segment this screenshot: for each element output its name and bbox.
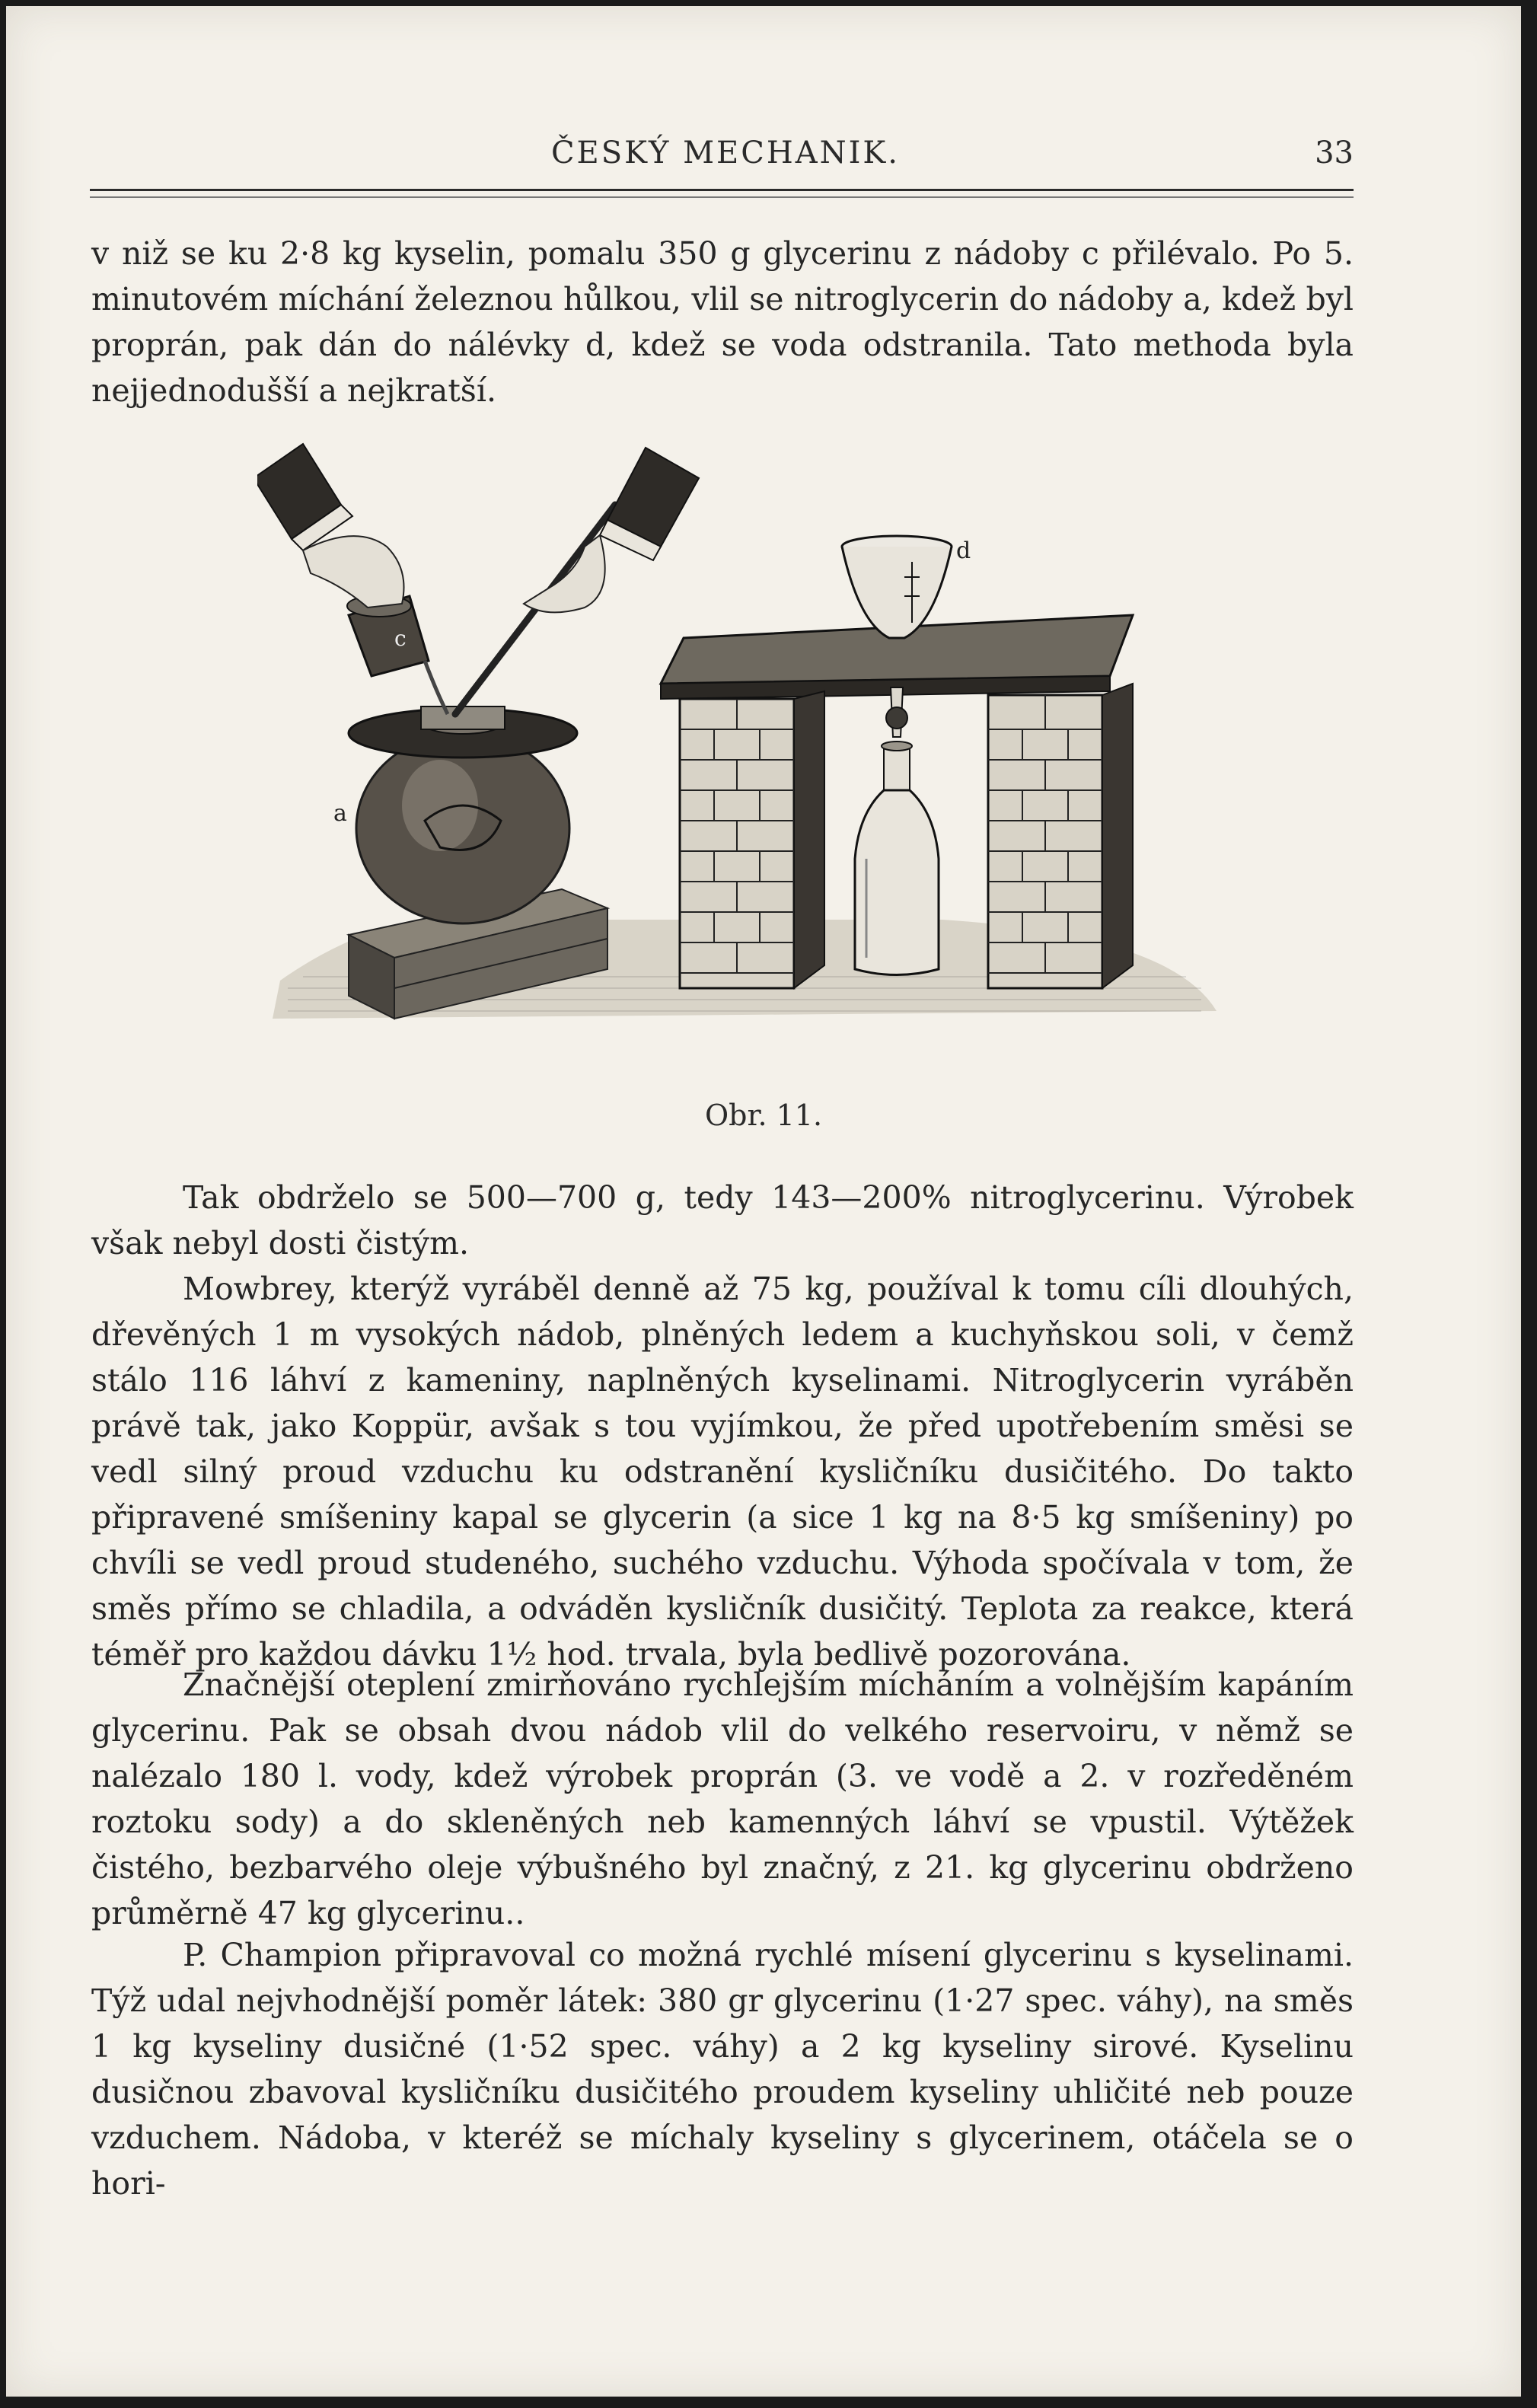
book-page — [6, 6, 1521, 2397]
page-number: 33 — [1315, 136, 1354, 171]
paragraph-3: Mowbrey, kterýž vyráběl denně až 75 kg, používal k tomu cíli dlouhých, dřevěných 1 m vysokých nádob, plněných ledem a kuchyňskou soli, v čemž stálo 116 láhví z kameniny, naplněných kyselinami. Nitroglycerin vyráběn právě tak, jako Koppür, avšak s tou vyjímkou, že před upotřebením směsi se vedl silný proud vzduchu ku odstranění kysličníku dusičitého. Do takto připravené smíšeniny kapal se glycerin (a sice 1 kg na 8·5 kg smíšeniny) po chvíli se vedl proud studeného, suchého vzduchu. Výhoda spočívala v tom, že směs přímo se chladila, a odváděn kysličník dusičitý. Teplota za reakce, která téměř pro každou dávku 1½ hod. trvala, byla bedlivě pozorována. — [91, 1271, 1354, 1673]
label-c: c — [394, 626, 407, 651]
paragraph-4: Značnější oteplení zmirňováno rychlejším mícháním a volnějším kapáním glycerinu. Pak se obsah dvou nádob vlil do velkého reservoiru, v němž se nalézalo 180 l. vody, kdež výrobek proprán (3. ve vodě a 2. v rozředěném roztoku sody) a do skleněných neb kamenných láhví se vpustil. Výtěžek čistého, bezbarvého oleje výbušného byl značný, z 21. kg glycerinu obdrženo průměrně 47 kg glycerinu.. — [91, 1666, 1354, 1931]
header-rule-thick — [90, 189, 1354, 191]
running-head-title: ČESKÝ MECHANIK. — [550, 136, 901, 171]
left-hand — [257, 444, 404, 608]
figure-caption: Obr. 11. — [704, 1099, 823, 1132]
label-d: d — [956, 537, 971, 564]
label-a: a — [333, 800, 347, 827]
paragraph-2: Tak obdrželo se 500—700 g, tedy 143—200% nitroglycerinu. Výrobek však nebyl dosti čistým. — [91, 1179, 1354, 1261]
figure-illustration — [257, 432, 1224, 1080]
pot-a — [349, 706, 577, 923]
beaker-c — [347, 595, 429, 676]
right-hand — [524, 448, 699, 612]
glass-bottle — [855, 742, 939, 975]
header-rule-thin — [90, 196, 1354, 198]
paragraph-5: P. Champion připravoval co možná rychlé mísení glycerinu s kyselinami. Týž udal nejvhodnější poměr látek: 380 gr glycerinu (1·27 spec. váhy), na směs 1 kg kyseliny dusičné (1·52 spec. váhy) a 2 kg kyseliny sirové. Kyselinu dusičnou zbavoval kysličníku dusičitého proudem kyseliny uhličité neb pouze vzduchem. Nádoba, v kteréž se míchaly kyseliny s glycerinem, otáčela se o hori- — [91, 1937, 1354, 2202]
running-head — [97, 136, 1354, 181]
paragraph-1: v niž se ku 2·8 kg kyselin, pomalu 350 g glycerinu z nádoby c přilévalo. Po 5. minutovém míchání železnou hůlkou, vlil se nitroglycerin do nádoby a, kdež byl proprán, pak dán do nálévky d, kdež se voda odstranila. Tato methoda byla nejjednodušší a nejkratší. — [91, 235, 1354, 409]
